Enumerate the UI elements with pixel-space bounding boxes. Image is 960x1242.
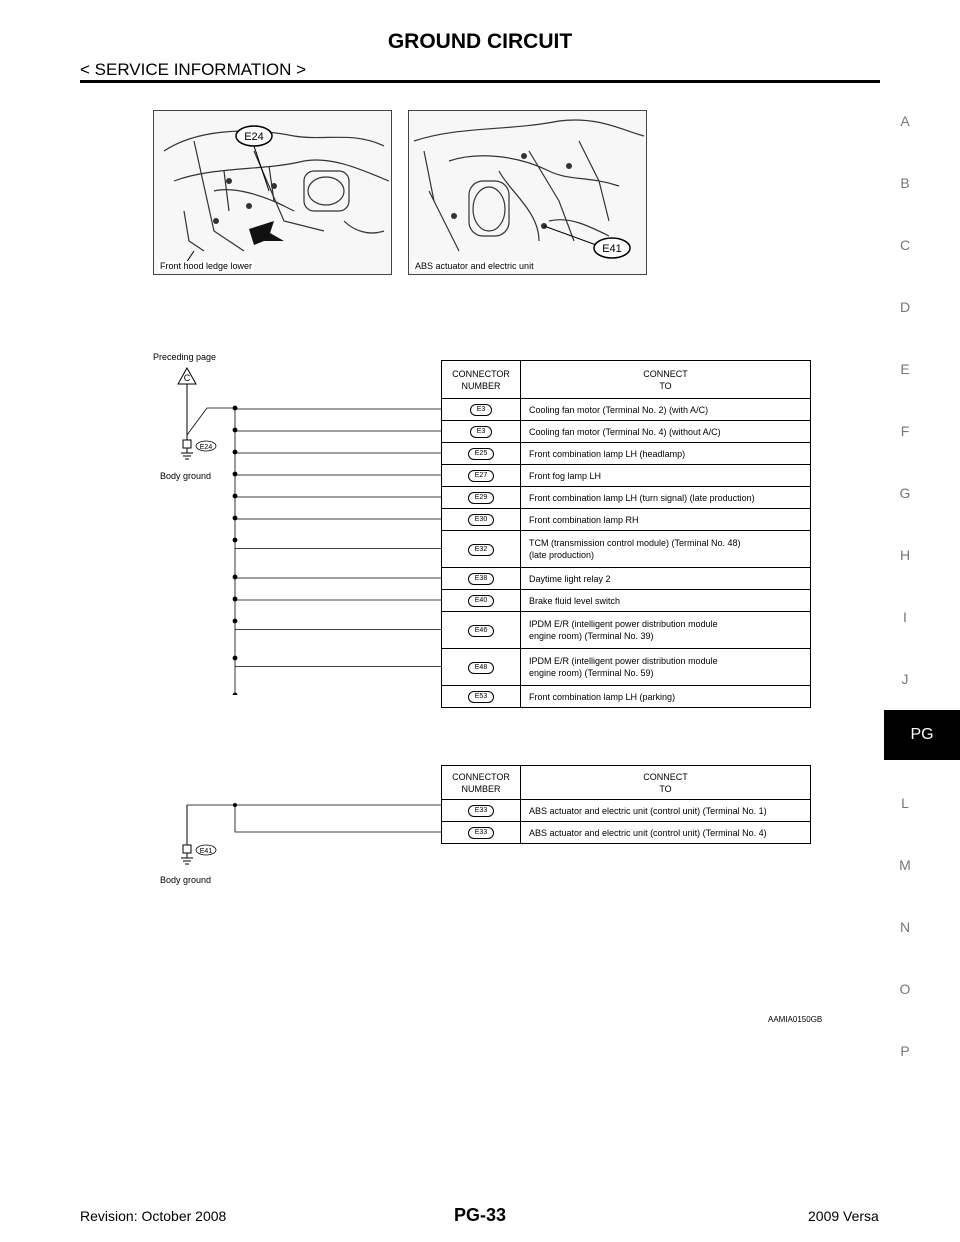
connector-number-cell [442, 649, 521, 686]
header-connect-to: CONNECT TO [521, 766, 811, 800]
wire-junction [233, 656, 237, 660]
wire-junction [233, 494, 237, 498]
side-index-letter[interactable]: F [900, 423, 910, 439]
side-index-letter[interactable]: N [899, 919, 911, 935]
connector-number-cell [442, 421, 521, 443]
side-index-letter[interactable]: B [900, 175, 910, 191]
connector-number-cell [442, 487, 521, 509]
side-index-letter[interactable]: M [899, 857, 911, 873]
table-header-row [442, 361, 811, 399]
connect-to-cell: IPDM E/R (intelligent power distribution module engine room) (Terminal No. 39) [521, 612, 811, 649]
connector-number-cell [442, 531, 521, 568]
wire-junction [233, 406, 237, 410]
connector-badge: E29 [468, 492, 494, 504]
connector-badge: E53 [468, 691, 494, 703]
engine-bay-illustration-right [409, 111, 646, 274]
side-index-letter[interactable]: C [899, 237, 911, 253]
body-ground-label-1: Body ground [160, 471, 212, 481]
footer-page-number: PG-33 [453, 1205, 507, 1225]
connector-table-2 [441, 765, 811, 844]
arrow-icon [249, 221, 284, 245]
connector-badge: E38 [468, 573, 494, 585]
connector-badge: E25 [468, 448, 494, 460]
connector-number-cell [442, 465, 521, 487]
side-index-letter[interactable]: A [900, 113, 910, 129]
ground-circuit-wiring-2 [150, 790, 445, 870]
wire-junction [233, 575, 237, 579]
connector-table-1 [441, 360, 811, 708]
side-index-letter[interactable]: E [900, 361, 910, 377]
side-index-letter[interactable]: L [901, 795, 909, 811]
table-row [442, 509, 811, 531]
table-row [442, 568, 811, 590]
side-index-letter[interactable]: H [899, 547, 911, 563]
table-row [442, 686, 811, 708]
header-connector-number: CONNECTOR NUMBER [442, 361, 521, 399]
photo-front-hood-ledge [153, 110, 392, 275]
table-row [442, 531, 811, 568]
connect-to-cell: ABS actuator and electric unit (control unit) (Terminal No. 1) [521, 800, 811, 822]
photo-caption-right: ABS actuator and electric unit [415, 261, 534, 271]
table-row [442, 612, 811, 649]
photo-callout-e41: E41 [602, 243, 622, 255]
connector-badge: E30 [468, 514, 494, 526]
side-index-letter[interactable]: D [899, 299, 911, 315]
photo-caption-left: Front hood ledge lower [160, 261, 253, 271]
wire-junction [233, 428, 237, 432]
ground-label-e24: E24 [199, 444, 213, 451]
connect-to-cell: Front combination lamp RH [521, 509, 811, 531]
header-connect-to: CONNECT TO [521, 361, 811, 399]
connector-badge: E3 [470, 404, 493, 416]
connect-to-cell: IPDM E/R (intelligent power distribution module engine room) (Terminal No. 59) [521, 649, 811, 686]
footer-revision: Revision: October 2008 [80, 1208, 227, 1224]
header-connector-number: CONNECTOR NUMBER [442, 766, 521, 800]
photo-abs-actuator [408, 110, 647, 275]
wire-junction [233, 693, 237, 695]
wire-junction [233, 597, 237, 601]
connector-badge: E32 [468, 544, 494, 556]
connector-badge: E33 [468, 827, 494, 839]
wire-junction [233, 450, 237, 454]
connector-badge: E27 [468, 470, 494, 482]
ground-circuit-wiring-1 [150, 365, 445, 695]
wire-junction [233, 516, 237, 520]
side-index-letter[interactable]: O [899, 981, 911, 997]
connect-to-cell: Cooling fan motor (Terminal No. 4) (without A/C) [521, 421, 811, 443]
side-index-letter[interactable]: J [901, 671, 909, 687]
wire-junction [233, 538, 237, 542]
side-index-letter[interactable]: P [900, 1043, 910, 1059]
connect-to-cell: Front fog lamp LH [521, 465, 811, 487]
connect-to-cell: Front combination lamp LH (turn signal) (late production) [521, 487, 811, 509]
page-marker-letter: C [183, 373, 191, 383]
connector-badge: E33 [468, 805, 494, 817]
connector-number-cell [442, 568, 521, 590]
connect-to-cell: TCM (transmission control module) (Terminal No. 48) (late production) [521, 531, 811, 568]
connector-number-cell [442, 399, 521, 421]
header-rule [80, 80, 880, 83]
connector-badge: E48 [468, 662, 494, 674]
body-ground-label-2: Body ground [160, 875, 212, 885]
table-header-row [442, 766, 811, 800]
connect-to-cell: Brake fluid level switch [521, 590, 811, 612]
connector-badge: E40 [468, 595, 494, 607]
connector-badge: E46 [468, 625, 494, 637]
figure-code: AAMIA0150GB [768, 1015, 823, 1024]
connector-number-cell [442, 590, 521, 612]
connect-to-cell: Cooling fan motor (Terminal No. 2) (with A/C) [521, 399, 811, 421]
connector-number-cell [442, 509, 521, 531]
wire-junction [233, 472, 237, 476]
preceding-page-label: Preceding page [153, 352, 217, 362]
table-row [442, 649, 811, 686]
table-row [442, 465, 811, 487]
connect-to-cell: Front combination lamp LH (headlamp) [521, 443, 811, 465]
table-row [442, 421, 811, 443]
section-label: < SERVICE INFORMATION > [80, 60, 307, 79]
wire-junction [233, 619, 237, 623]
connect-to-cell: Front combination lamp LH (parking) [521, 686, 811, 708]
connector-number-cell [442, 443, 521, 465]
ground-label-e41: E41 [199, 848, 213, 855]
table-row [442, 487, 811, 509]
connector-number-cell [442, 612, 521, 649]
connector-number-cell [442, 686, 521, 708]
connect-to-cell: ABS actuator and electric unit (control unit) (Terminal No. 4) [521, 822, 811, 844]
side-index-letter[interactable]: G [899, 485, 911, 501]
side-index-letter[interactable]: I [903, 609, 907, 625]
table-row [442, 590, 811, 612]
connect-to-cell: Daytime light relay 2 [521, 568, 811, 590]
engine-bay-illustration-left [154, 111, 391, 274]
footer-model: 2009 Versa [808, 1208, 879, 1224]
connector-number-cell [442, 822, 521, 844]
table-row [442, 800, 811, 822]
table-row [442, 822, 811, 844]
table-row [442, 443, 811, 465]
page-title: GROUND CIRCUIT [387, 30, 573, 53]
connector-badge: E3 [470, 426, 493, 438]
connector-number-cell [442, 800, 521, 822]
table-row [442, 399, 811, 421]
photo-callout-e24: E24 [244, 131, 264, 143]
side-index-active-tab[interactable]: PG [884, 710, 960, 760]
